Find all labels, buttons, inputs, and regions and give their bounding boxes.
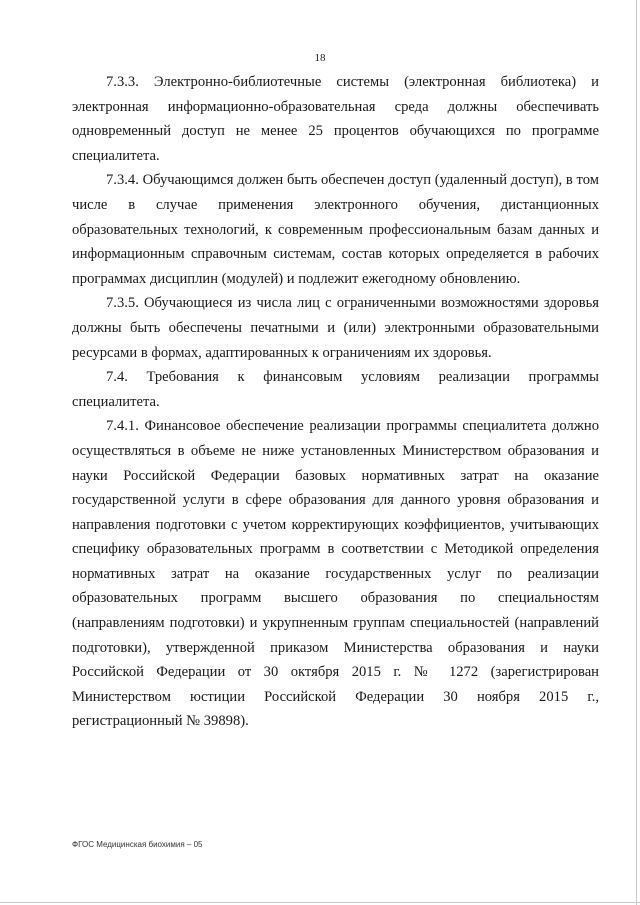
page-number: 18 (314, 52, 326, 64)
document-body (72, 70, 599, 734)
paragraph-7-4: 7.4. Требования к финансовым условиям реализации программы специалитета. (72, 369, 599, 410)
paragraph-7-4-1: 7.4.1. Финансовое обеспечение реализации программы специалитета должно осуществляться в объеме не ниже установленных Министерством образования и науки Российской Федерации базовых нормативных затрат на оказание государственной услуги в сфере образования для данного уровня образования и направления подготовки с учетом корректирующих коэффициентов, учитывающих специфику образовательных программ в соответствии с Методикой определения нормативных затрат на оказание государственных услуг по реализации образовательных программ высшего образования по специальностям (направлениям подготовки) и укрупненным группам специальностей (направлений подготовки), утвержденной приказом Министерства образования и науки Российской Федерации от 30 октября 2015 г. № 1272 (зарегистрирован Министерством юстиции Российской Федерации 30 ноября 2015 г., регистрационный № 39898). (72, 418, 599, 730)
paragraph-7-3-3: 7.3.3. Электронно-библиотечные системы (электронная библиотека) и электронная информационно-образовательная среда должны обеспечивать одновременный доступ не менее 25 процентов обучающихся по программе специалитета. (72, 74, 599, 164)
paragraph-7-3-5: 7.3.5. Обучающиеся из числа лиц с ограниченными возможностями здоровья должны быть обеспечены печатными и (или) электронными образовательными ресурсами в формах, адаптированных к ограничениям их здоровья. (72, 295, 599, 361)
scan-mark (636, 0, 637, 905)
scan-mark (0, 902, 640, 903)
document-footer: ФГОС Медицинская биохимия – 05 (72, 840, 203, 849)
paragraph-7-3-4: 7.3.4. Обучающимся должен быть обеспечен доступ (удаленный доступ), в том числе в случае применения электронного обучения, дистанционных образовательных технологий, к современным профессиональным базам данных и информационным справочным системам, состав которых определяется в рабочих программах дисциплин (модулей) и подлежит ежегодному обновлению. (72, 172, 599, 287)
